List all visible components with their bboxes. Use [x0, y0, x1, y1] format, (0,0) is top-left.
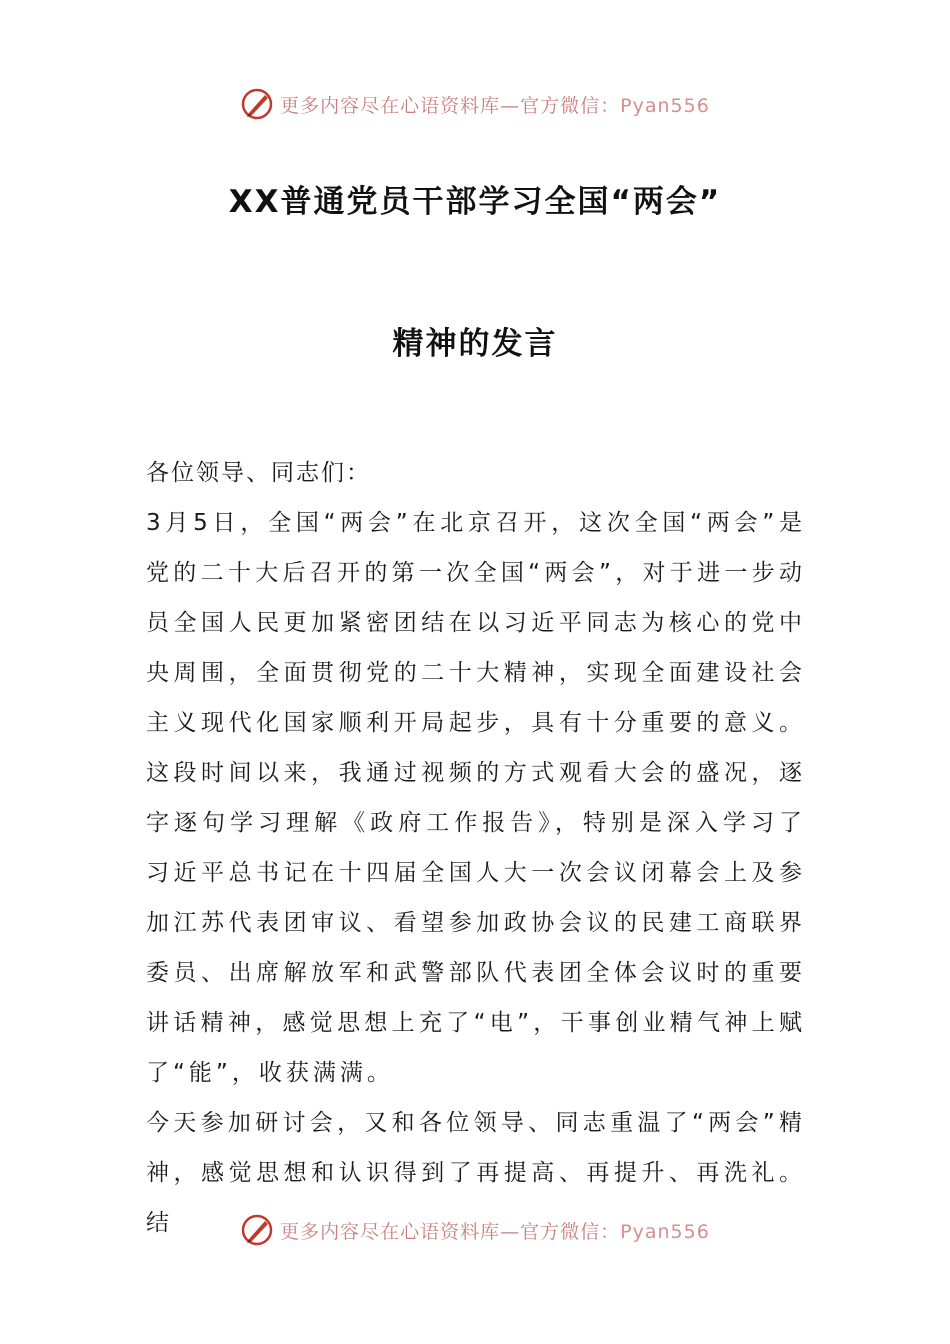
- pen-logo-icon: [240, 87, 274, 121]
- pen-logo-icon: [240, 1213, 274, 1247]
- paragraph-1: 3月5日，全国“两会”在北京召开，这次全国“两会”是党的二十大后召开的第一次全国“两会”，对于进一步动员全国人民更加紧密团结在以习近平同志为核心的党中央周围，全面贯彻党的二十大精神，实现全面建设社会主义现代化国家顺利开局起步，具有十分重要的意义。这段时间以来，我通过视频的方式观看大会的盛况，逐字逐句学习理解《政府工作报告》，特别是深入学习了习近平总书记在十四届全国人大一次会议闭幕会上及参加江苏代表团审议、看望参加政协会议的民建工商联界委员、出席解放军和武警部队代表团全体会议时的重要讲话精神，感觉思想上充了“电”，干事创业精气神上赋了“能”，收获满满。: [146, 510, 806, 1086]
- watermark-text: 更多内容尽在心语资料库—官方微信：Pyan556: [280, 94, 710, 117]
- greeting: 各位领导、同志们：: [146, 460, 371, 486]
- document-title-line-2: 精神的发言: [392, 326, 558, 362]
- document-title-line-1: XX普通党员干部学习全国“两会”: [228, 184, 722, 220]
- watermark-footer: [0, 1210, 950, 1250]
- document-body: [146, 448, 806, 1248]
- watermark-header: [0, 84, 950, 124]
- paragraph-2: 今天参加研讨会，又和各位领导、同志重温了“两会”精神，感觉思想和认识得到了再提高、再提升、再洗礼。结: [146, 1110, 806, 1236]
- watermark-text: 更多内容尽在心语资料库—官方微信：Pyan556: [280, 1220, 710, 1243]
